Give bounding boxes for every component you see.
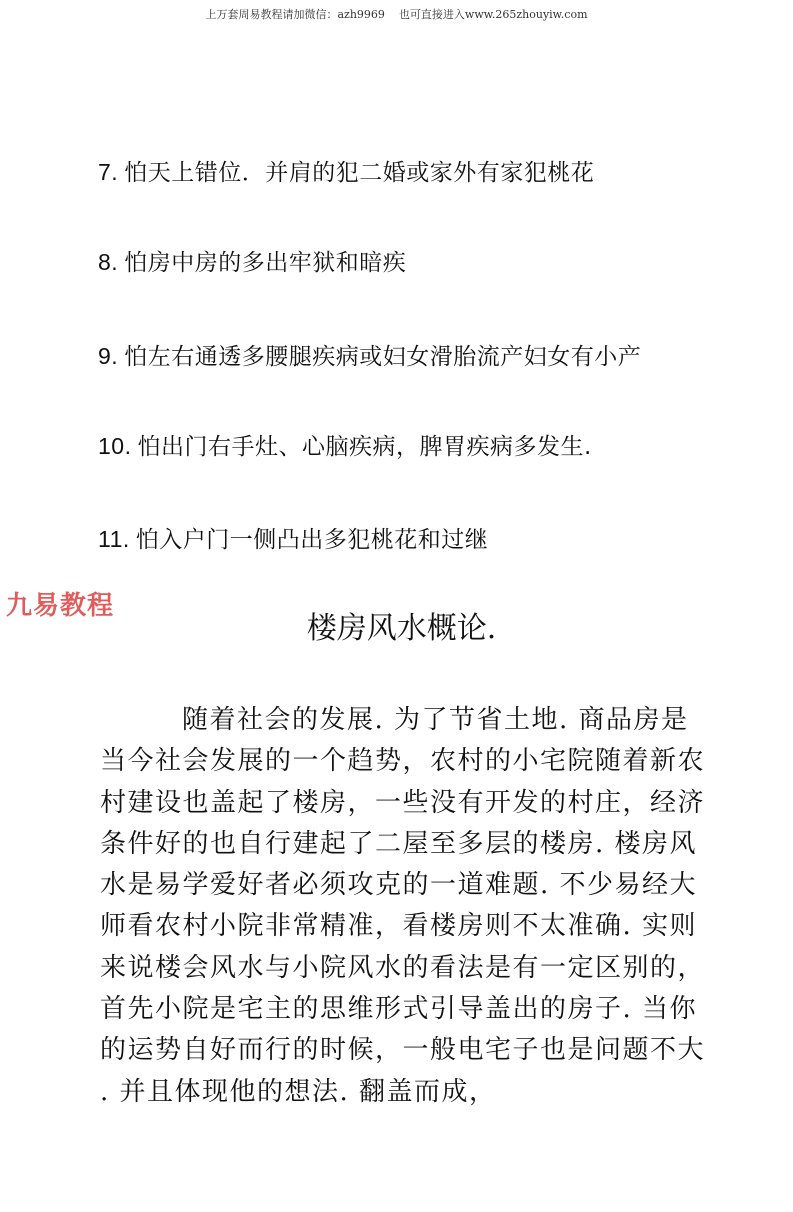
list-item-text: 怕天上错位．并肩的犯二婚或家外有家犯桃花 bbox=[124, 160, 595, 186]
body-line: 当今社会发展的一个趋势，农村的小宅院随着新农 bbox=[100, 746, 706, 777]
list-item bbox=[98, 431, 592, 462]
body-line: 随着社会的发展. 为了节省土地. 商品房是 bbox=[182, 705, 689, 735]
header-website-link[interactable]: 也可直接进入www.265zhouyiw.com bbox=[398, 8, 588, 21]
list-item bbox=[98, 341, 641, 372]
section-title: 楼房风水概论. bbox=[306, 611, 497, 646]
body-line: 的运势自好而行的时候，一般电宅子也是问题不大 bbox=[100, 1035, 706, 1066]
body-line: 首先小院是宅主的思维形式引导盖出的房子. 当你 bbox=[100, 994, 698, 1025]
body-line: 条件好的也自行建起了二屋至多层的楼房. 楼房风 bbox=[100, 828, 698, 859]
body-line: . 并且体现他的想法. 翻盖而成， bbox=[100, 1076, 497, 1107]
body-line: 来说楼会风水与小院风水的看法是有一定区别的， bbox=[100, 952, 706, 983]
body-line: 村建设也盖起了楼房，一些没有开发的村庄，经济 bbox=[100, 787, 706, 818]
header-wechat-text: 上万套周易教程请加微信：azh9969 bbox=[205, 8, 385, 21]
list-item-number: 10. bbox=[98, 433, 132, 459]
list-item bbox=[98, 524, 488, 555]
body-line: 水是易学爱好者必须攻克的一道难题. 不少易经大 bbox=[100, 870, 698, 901]
list-item bbox=[98, 247, 406, 278]
list-item-number: 7. bbox=[98, 159, 119, 185]
watermark-logo-text: 九易教程 bbox=[6, 591, 115, 621]
list-item-number: 11. bbox=[98, 526, 130, 552]
list-item-text: 怕左右通透多腰腿疾病或妇女滑胎流产妇女有小产 bbox=[124, 344, 642, 370]
list-item bbox=[98, 157, 594, 188]
list-item-number: 8. bbox=[98, 249, 119, 275]
list-item-text: 怕出门右手灶、心脑疾病，脾胃疾病多发生. bbox=[137, 434, 592, 460]
body-paragraph bbox=[100, 700, 706, 1113]
list-item-text: 怕入户门一侧凸出多犯桃花和过继 bbox=[135, 527, 489, 553]
body-line: 师看农村小院非常精准，看楼房则不太准确. 实则 bbox=[100, 911, 698, 942]
header-promo-line bbox=[0, 6, 793, 22]
list-item-text: 怕房中房的多出牢狱和暗疾 bbox=[124, 250, 407, 276]
list-item-number: 9. bbox=[98, 343, 119, 369]
